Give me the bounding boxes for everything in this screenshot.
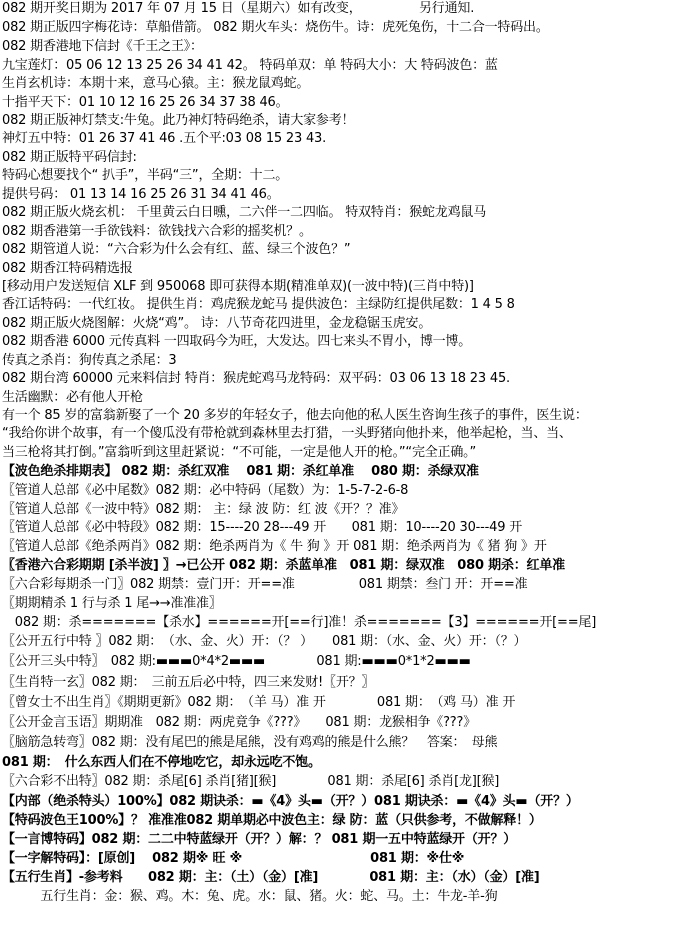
text-line: 〖管道人总部《必中特段》082 期：15----20 28---49 开 081 期：10----20 30---49 开	[2, 520, 523, 535]
text-line: 082 期管道人说：“六合彩为什么会有红、蓝、绿三个波色？”	[2, 242, 351, 257]
text-line: 〖期期精杀 1 行与杀 1 尾→→准准准〗	[2, 596, 222, 611]
text-line: 传真之杀肖：狗传真之杀尾：3	[2, 353, 177, 368]
text-line: 082 期：杀=======【杀水】======开[==行]准！杀=======【3】======开[==尾]	[2, 615, 597, 630]
text-line: 【波色绝杀排期表】 082 期：杀红双准 081 期：杀红单准 080 期：杀绿双准	[2, 464, 479, 479]
text-line: 082 期正版四字梅花诗：草船借箭。 082 期火车头：烧伤牛。诗：虎死兔伤，十二合一特码出。	[2, 20, 549, 35]
text-line: 生肖玄机诗：本期十来，意马心猿。主：猴龙鼠鸡蛇。	[2, 76, 310, 91]
text-line: 082 期香港第一手欲钱料：欲钱找六合彩的摇奖机？。	[2, 224, 312, 239]
text-line: 082 期香港地下信封《千王之王》：	[2, 39, 203, 54]
text-line: 〖公开五行中特 〗082 期： （水、金、火）开：（？ ） 081 期：（水、金、火）开：（？）	[2, 634, 527, 649]
text-line: 香江话特码：一代红妆。 提供生肖：鸡虎猴龙蛇马 提供波色：主绿防红提供尾数：1 4 5 8	[2, 297, 515, 312]
text-line: 【一字解特码】：[原创] 082 期※ 旺 ※ 081 期：※仕※	[2, 851, 465, 866]
text-line: [移动用户发送短信 XLF 到 950068 即可获得本期(精准单双)(一波中特)(三肖中特)]	[2, 279, 474, 294]
text-line: 〖管道人总部《必中尾数》082 期：必中特码（尾数）为：1-5-7-2-6-8	[2, 483, 409, 498]
text-line: 081 期： 什么东西人们在不停地吃它，却永远吃不饱。	[2, 755, 321, 770]
text-line: 082 期正版特平码信封:	[2, 150, 137, 165]
text-line: 082 期正版火烧玄机： 千里黄云白日曛，二六伴一二四临。 特双特肖：猴蛇龙鸡鼠马	[2, 205, 487, 220]
text-line: 〖管道人总部《绝杀两肖》082 期：绝杀两肖为《 牛 狗 》开 081 期：绝杀两肖为《 猪 狗 》开	[2, 539, 547, 554]
text-line: 神灯五中特：01 26 37 41 46 .五个平:03 08 15 23 43.	[2, 131, 327, 146]
text-line: 〖公开三头中特〗 082 期:▬▬▬0*4*2▬▬▬ 081 期:▬▬▬0*1*2▬▬▬	[2, 654, 471, 669]
text-line: 提供号码： 01 13 14 16 25 26 31 34 41 46。	[2, 187, 280, 202]
text-line: 有一个 85 岁的富翁新娶了一个 20 多岁的年轻女子，他去向他的私人医生咨询生孩子的事件，医生说：	[2, 408, 588, 423]
text-line: 特码心想要找个“ 扒手”，半码“三”，全期：十二。	[2, 168, 289, 183]
text-line: 【五行生肖】-参考料 082 期：主：（土）（金）[准] 081 期：主：（水）（金）[准]	[2, 870, 540, 885]
text-line: 〖六合彩不出特〗082 期：杀尾[6] 杀肖[猪][猴] 081 期：杀尾[6] 杀肖[龙][猴]	[2, 774, 500, 789]
text-line: 生活幽默：必有他人开枪	[2, 390, 143, 405]
text-line: 五行生肖：金：猴、鸡。木：兔、虎。水：鼠、猪。火：蛇、马。土：牛龙-羊-狗	[2, 889, 498, 904]
text-line: 082 期正版火烧图解：火烧“鸡”。 诗：八节奇花四进里，金龙稳锯玉虎安。	[2, 316, 432, 331]
text-line: 〖脑筋急转弯〗082 期：没有尾巴的熊是尾熊，没有鸡鸡的熊是什么熊？ 答案： 母熊	[2, 735, 498, 750]
text-line: 【内部（绝杀特头）100%】082 期诀杀：▬《4》头▬（开？）081 期诀杀：▬《4》头▬（开？）	[2, 794, 579, 809]
text-line: 〖公开金言玉语〗期期准 082 期：两虎竟争《???》 081 期：龙猴相争《???》	[2, 715, 476, 730]
text-line: 九宝莲灯：05 06 12 13 25 26 34 41 42。 特码单双：单 特码大小：大 特码波色：蓝	[2, 58, 498, 73]
text-line: 082 期正版神灯禁支:牛兔。此乃神灯特码绝杀，请大家参考！	[2, 113, 355, 128]
text-line: 十指平天下：01 10 12 16 25 26 34 37 38 46。	[2, 95, 289, 110]
text-line: 〖香港六合彩期期 [杀半波] 〗→已公开 082 期：杀蓝单准 081 期：绿双准 080 期杀：红单准	[2, 558, 565, 573]
text-line: 〖曾女士不出生肖〗《期期更新》082 期： （羊 马）准 开 081 期： （鸡 马）准 开	[2, 695, 516, 710]
text-line: 082 期香港 6000 元传真料 一四取码今为旺，大发达。四七来头不胃小，博一博。	[2, 334, 472, 349]
text-line: 〖六合彩每期杀一门〗082 期禁：壹门开：开==准 081 期禁：叁门 开：开==准	[2, 577, 528, 592]
text-line: 〖生肖特一玄〗082 期： 三前五后必中特，四三来发财!〖开？〗	[2, 675, 375, 690]
text-line: 当三枪将其打倒。”富翁听到这里赶紧说：“不可能，一定是他人开的枪。”“完全正确。”	[2, 445, 476, 460]
text-line: 【特码波色王100%】？ 准准准082 期单期必中波色主：绿 防：蓝（只供参考，不做解释！）	[2, 813, 542, 828]
text-line: 082 期香江特码精选报	[2, 261, 133, 276]
text-line: 082 期开奖日期为 2017 年 07 月 15 日（星期六）如有改变， 另行通知.	[2, 1, 475, 16]
text-line: 〖管道人总部《一波中特》082 期： 主：绿 波 防：红 波《开？？准》	[2, 502, 405, 517]
text-line: 082 期台湾 60000 元来料信封 特肖：猴虎蛇鸡马龙特码：双平码：03 06 13 18 23 45.	[2, 371, 510, 386]
text-line: 【一言博特码】082 期：二二中特蓝绿开（开？）解：？ 081 期一五中特蓝绿开（开？）	[2, 832, 517, 847]
text-line: “我给你讲个故事，有一个傻瓜没有带枪就到森林里去打猎，一头野猪向他扑来，他举起枪，当、当、	[2, 426, 572, 441]
